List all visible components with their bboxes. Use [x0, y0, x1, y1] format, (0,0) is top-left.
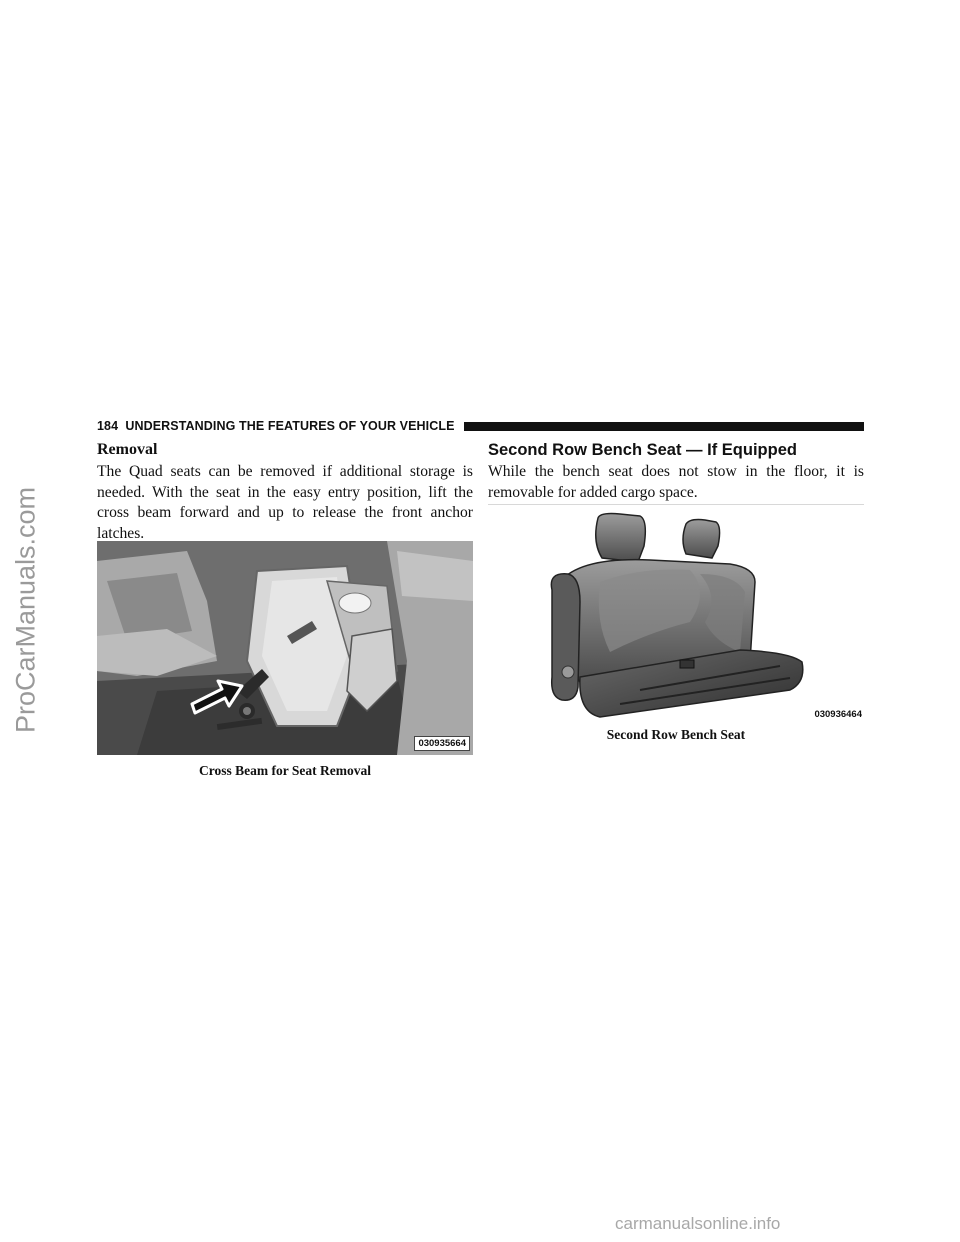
- removal-heading: Removal: [97, 441, 158, 458]
- cross-beam-figure: [97, 541, 473, 755]
- side-watermark-text: ProCarManuals.com: [10, 486, 41, 734]
- footer-watermark: carmanualsonline.info: [615, 1214, 781, 1233]
- figure-code-2: 030936464: [814, 709, 862, 720]
- header-bar: [464, 422, 864, 431]
- bench-seat-figure: [540, 512, 864, 722]
- page-number: 184: [97, 419, 119, 433]
- side-watermark: [4, 460, 48, 760]
- bench-seat-illustration: [540, 512, 864, 722]
- removal-paragraph: The Quad seats can be removed if additional storage is needed. With the seat in the easy entry position, lift the cross beam forward and up to release the front anchor latches.: [97, 463, 473, 542]
- figure-code-1: 030935664: [414, 736, 470, 751]
- left-column: [97, 440, 473, 544]
- right-column: [488, 440, 864, 503]
- cross-beam-caption: Cross Beam for Seat Removal: [199, 763, 371, 778]
- header-text: [97, 419, 455, 433]
- figure-top-rule: [488, 504, 864, 505]
- cross-beam-photo: [97, 541, 473, 755]
- running-header: [97, 420, 864, 434]
- section-title: UNDERSTANDING THE FEATURES OF YOUR VEHICLE: [125, 419, 455, 433]
- bench-seat-paragraph: While the bench seat does not stow in the floor, it is removable for added cargo space.: [488, 463, 864, 501]
- bench-seat-caption: Second Row Bench Seat: [606, 727, 746, 742]
- bench-seat-heading: Second Row Bench Seat — If Equipped: [488, 441, 797, 459]
